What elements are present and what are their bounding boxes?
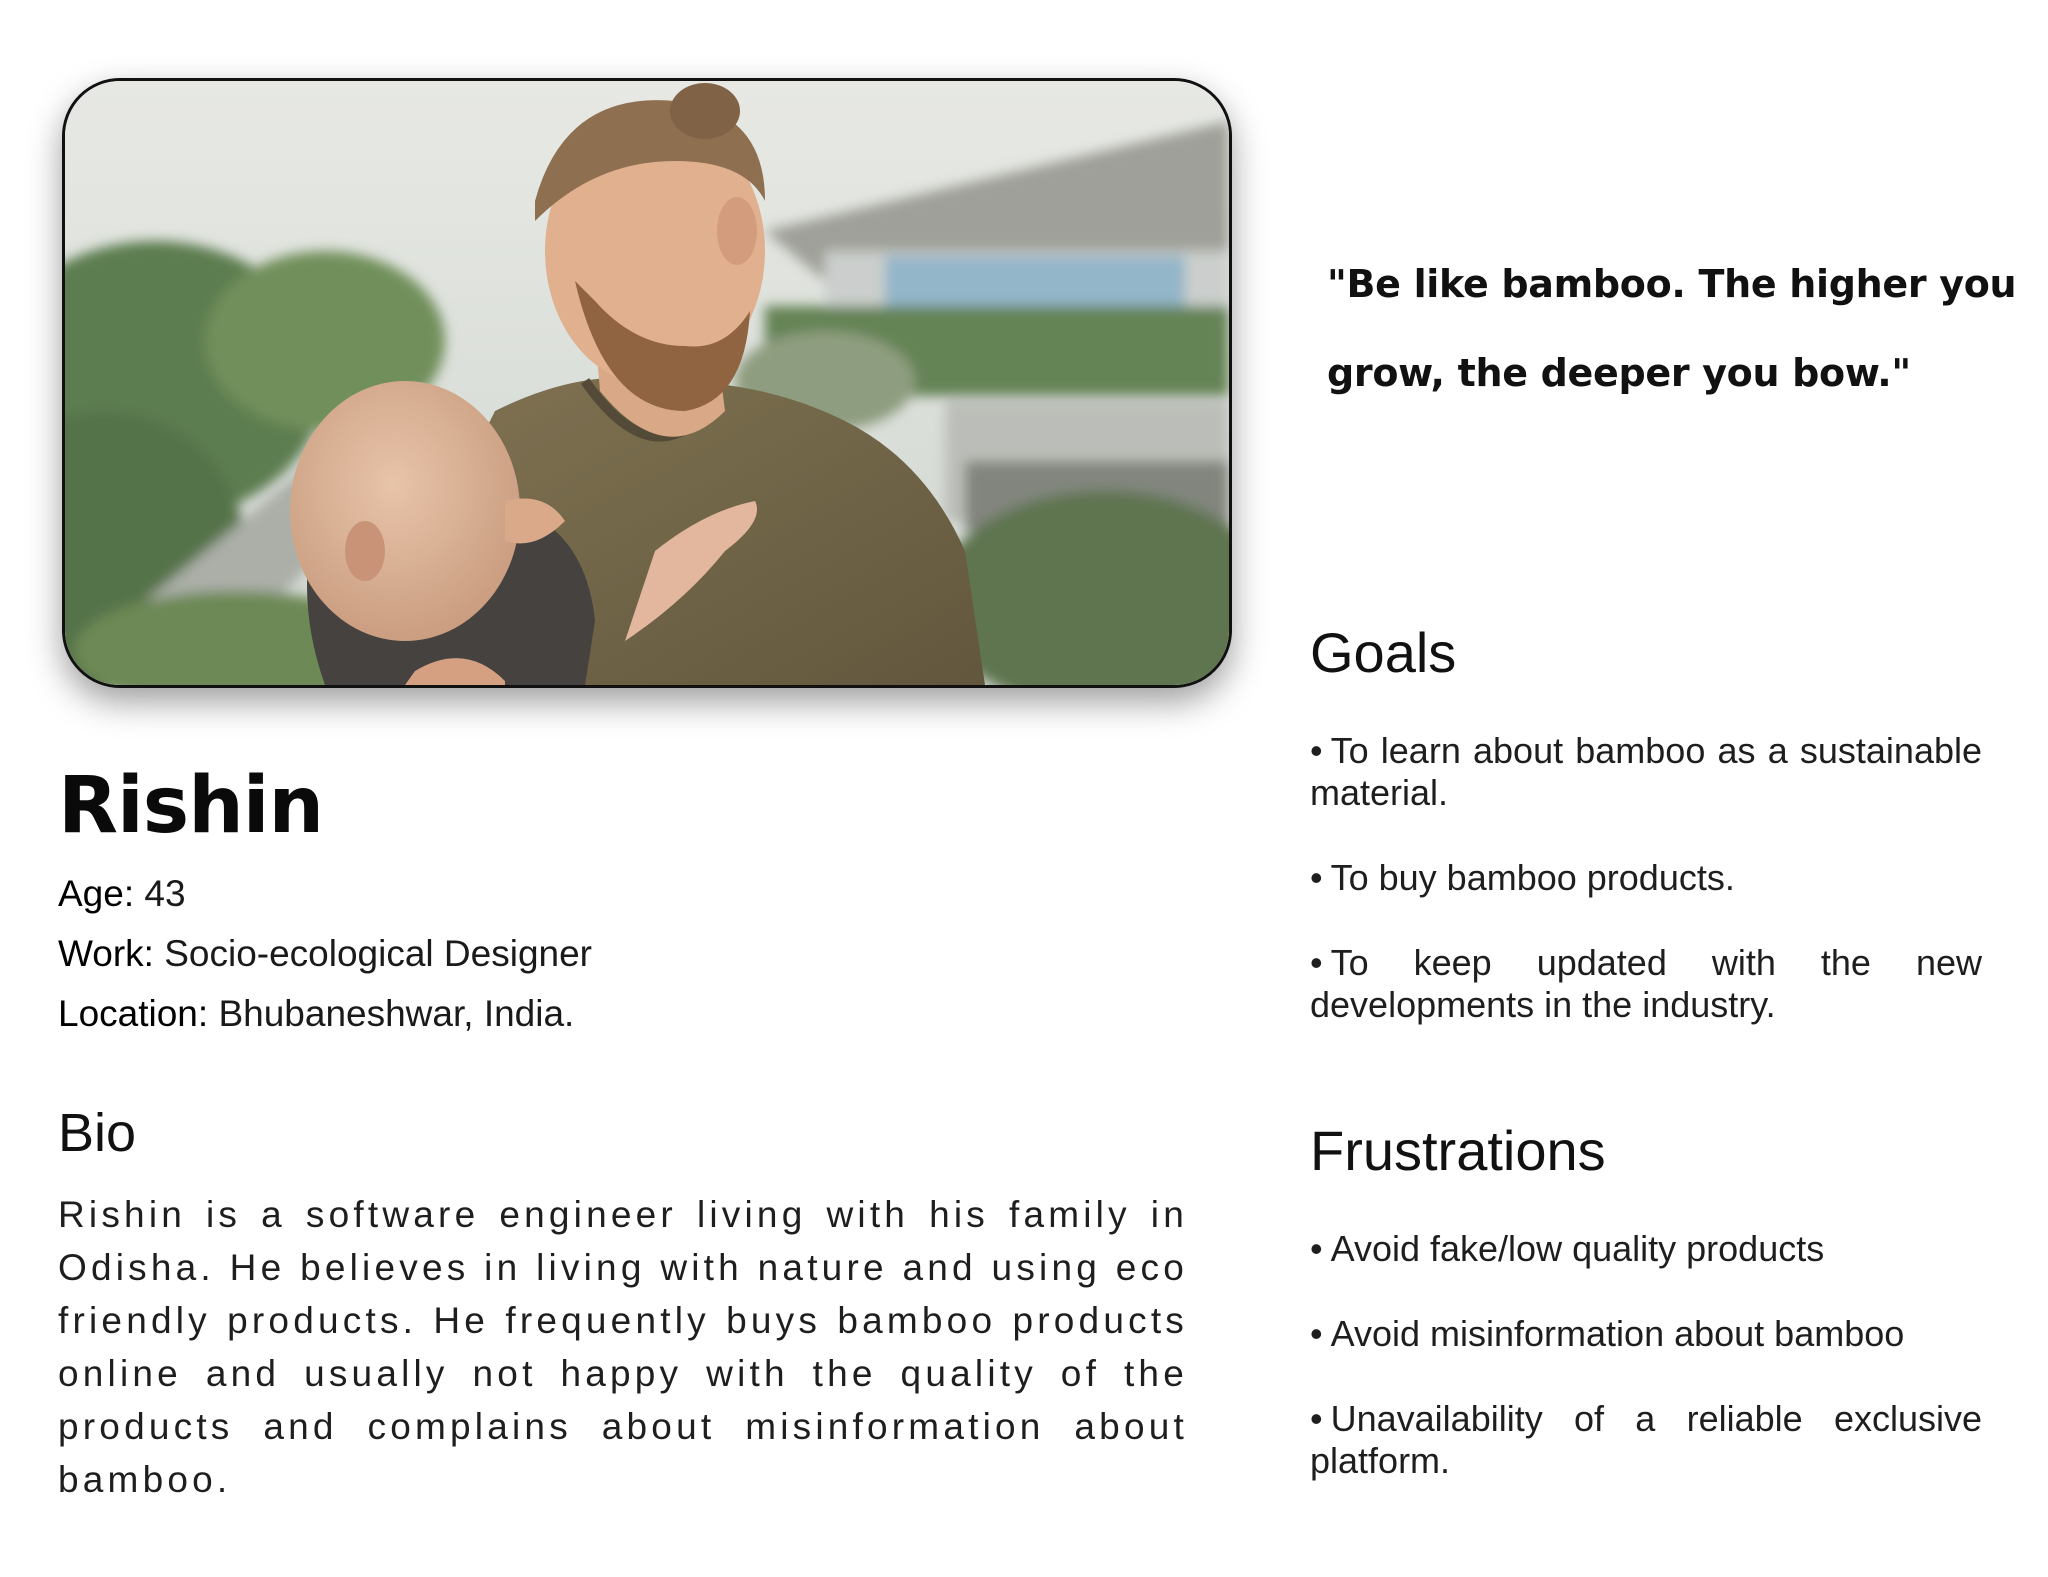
frustration-item-text: Avoid misinformation about bamboo — [1330, 1313, 1905, 1354]
work-row — [58, 924, 592, 984]
goal-item — [1310, 942, 1982, 1026]
persona-quote: "Be like bamboo. The higher you grow, the deeper you bow." — [1327, 262, 2017, 395]
age-label: Age: — [58, 873, 135, 914]
age-row — [58, 864, 592, 924]
location-value: Bhubaneshwar, India. — [218, 993, 575, 1034]
bio-title: Bio — [58, 1103, 137, 1163]
bullet-dot: • — [1310, 942, 1323, 983]
bio-text: Rishin is a software engineer living with his family in Odisha. He believes in living with nature and using eco friendly products. He frequently buys bamboo products online and usually not happy with the quality of the products and complains about misinformation about bamboo. — [58, 1194, 1188, 1500]
bullet-dot: • — [1310, 1313, 1323, 1354]
frustration-item — [1310, 1313, 1982, 1355]
persona-photo — [62, 78, 1232, 688]
persona-photo-illustration — [65, 81, 1229, 685]
goal-item-text: To keep updated with the new developments in the industry. — [1310, 942, 1982, 1025]
frustrations-title: Frustrations — [1310, 1119, 1606, 1182]
persona-name: Rishin — [58, 761, 324, 851]
bullet-dot: • — [1310, 1228, 1323, 1269]
location-row — [58, 984, 592, 1044]
work-label: Work: — [58, 933, 154, 974]
age-value: 43 — [144, 873, 186, 914]
frustrations-list — [1310, 1228, 1982, 1525]
frustration-item — [1310, 1398, 1982, 1482]
goal-item — [1310, 857, 1982, 899]
bullet-dot: • — [1310, 730, 1323, 771]
location-label: Location: — [58, 993, 209, 1034]
bullet-dot: • — [1310, 857, 1323, 898]
goals-list — [1310, 730, 1982, 1069]
persona-info — [58, 864, 592, 1044]
goal-item-text: To learn about bamboo as a sustainable material. — [1310, 730, 1982, 813]
goal-item — [1310, 730, 1982, 814]
frustration-item-text: Avoid fake/low quality products — [1330, 1228, 1825, 1269]
work-value: Socio-ecological Designer — [164, 933, 592, 974]
frustration-item — [1310, 1228, 1982, 1270]
bullet-dot: • — [1310, 1398, 1323, 1439]
frustration-item-text: Unavailability of a reliable exclusive platform. — [1310, 1398, 1982, 1481]
goals-title: Goals — [1310, 621, 1457, 684]
goal-item-text: To buy bamboo products. — [1330, 857, 1735, 898]
